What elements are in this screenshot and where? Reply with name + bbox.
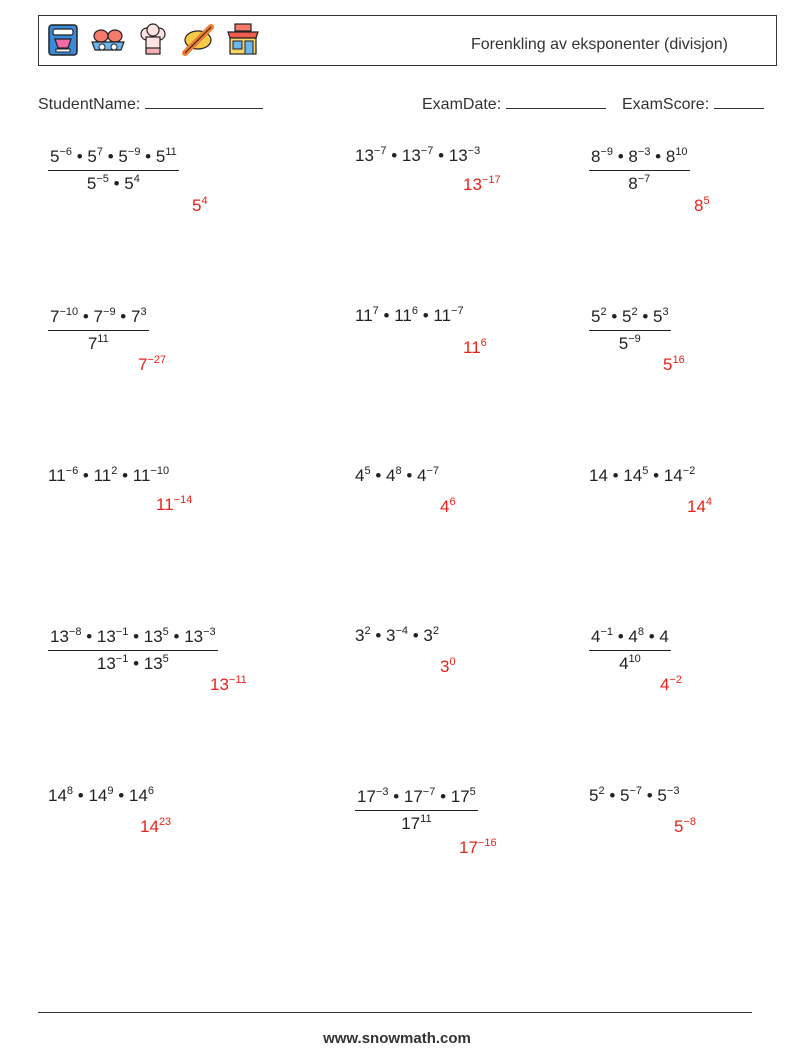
numerator: $17^{-3}$ • $17^{-7}$ • $17^5$ — [355, 786, 478, 811]
problem-5 — [355, 306, 464, 326]
numerator: $8^{-9}$ • $8^{-3}$ • $8^{10}$ — [589, 146, 690, 171]
problem-1 — [48, 146, 179, 195]
fraction — [589, 306, 671, 355]
problem-8 — [355, 466, 439, 486]
denominator: $7^{11}$ — [87, 333, 109, 353]
expression: $11^{-6}$ • $11^2$ • $11^{-10}$ — [48, 465, 170, 485]
exam-score-field — [622, 94, 764, 114]
muffin-tray-icon — [90, 22, 126, 58]
answer-4: $7^{-27}$ — [138, 354, 167, 374]
rolling-pin-icon — [180, 22, 216, 58]
numerator: $5^{-6}$ • $5^7$ • $5^{-9}$ • $5^{11}$ — [48, 146, 179, 171]
problem-9 — [589, 466, 695, 486]
fraction — [589, 626, 671, 675]
problem-6 — [589, 306, 671, 355]
fraction — [48, 146, 179, 195]
answer-13: $14^{23}$ — [140, 816, 172, 836]
expression: $3^2$ • $3^{-4}$ • $3^2$ — [355, 625, 440, 645]
bakery-shop-icon — [225, 22, 261, 58]
denominator: $13^{-1}$ • $13^5$ — [96, 653, 169, 673]
denominator: $5^{-9}$ — [618, 333, 641, 353]
fraction — [48, 306, 149, 355]
expression: $5^2$ • $5^{-7}$ • $5^{-3}$ — [589, 785, 680, 805]
problem-10 — [48, 626, 218, 675]
answer-3: $8^5$ — [694, 195, 710, 215]
denominator: $5^{-5}$ • $5^4$ — [86, 173, 140, 193]
exam-date-blank[interactable] — [506, 94, 606, 109]
answer-12: $4^{-2}$ — [660, 674, 683, 694]
denominator: $17^{11}$ — [401, 813, 432, 833]
expression: $14^8$ • $14^9$ • $14^6$ — [48, 785, 154, 805]
numerator: $5^2$ • $5^2$ • $5^3$ — [589, 306, 671, 331]
answer-9: $14^4$ — [687, 496, 713, 516]
footer-divider — [38, 1012, 752, 1013]
exam-score-label: ExamScore: — [622, 96, 710, 113]
footer-site: www.snowmath.com — [323, 1030, 471, 1047]
fraction — [589, 146, 690, 195]
exam-date-field — [422, 94, 606, 114]
problem-7 — [48, 466, 169, 486]
worksheet-header — [38, 15, 777, 66]
expression: 14 • $14^5$ • $14^{-2}$ — [589, 465, 696, 485]
chef-hat-icon — [135, 22, 171, 58]
answer-1: $5^4$ — [192, 195, 208, 215]
problem-4 — [48, 306, 149, 355]
problem-13 — [48, 786, 154, 806]
answer-14: $17^{-16}$ — [459, 837, 497, 857]
exam-date-label: ExamDate: — [422, 96, 502, 113]
answer-5: $11^6$ — [463, 337, 487, 357]
problem-12 — [589, 626, 671, 675]
student-name-field — [38, 94, 263, 114]
numerator: $13^{-8}$ • $13^{-1}$ • $13^5$ • $13^{-3}$ — [48, 626, 218, 651]
expression: $13^{-7}$ • $13^{-7}$ • $13^{-3}$ — [355, 145, 481, 165]
answer-10: $13^{-11}$ — [210, 674, 247, 694]
worksheet-title: Forenkling av eksponenter (divisjon) — [470, 36, 728, 53]
problem-3 — [589, 146, 690, 195]
answer-11: $3^0$ — [440, 656, 456, 676]
answer-8: $4^6$ — [440, 496, 456, 516]
exam-score-blank[interactable] — [714, 94, 764, 109]
expression: $4^5$ • $4^8$ • $4^{-7}$ — [355, 465, 440, 485]
answer-6: $5^{16}$ — [663, 354, 685, 374]
student-name-label: StudentName: — [38, 96, 141, 113]
answer-7: $11^{-14}$ — [156, 494, 193, 514]
numerator: $4^{-1}$ • $4^8$ • 4 — [589, 626, 671, 651]
header-icons — [45, 22, 261, 58]
fraction — [355, 786, 478, 835]
denominator: $4^{10}$ — [619, 653, 641, 673]
stand-mixer-icon — [45, 22, 81, 58]
denominator: $8^{-7}$ — [628, 173, 651, 193]
student-name-blank[interactable] — [145, 94, 263, 109]
problem-14 — [355, 786, 478, 835]
problem-11 — [355, 626, 439, 646]
problem-15 — [589, 786, 679, 806]
answer-2: $13^{-17}$ — [463, 174, 501, 194]
fraction — [48, 626, 218, 675]
answer-15: $5^{-8}$ — [674, 816, 697, 836]
problem-2 — [355, 146, 480, 166]
numerator: $7^{-10}$ • $7^{-9}$ • $7^3$ — [48, 306, 149, 331]
expression: $11^7$ • $11^6$ • $11^{-7}$ — [355, 305, 464, 325]
